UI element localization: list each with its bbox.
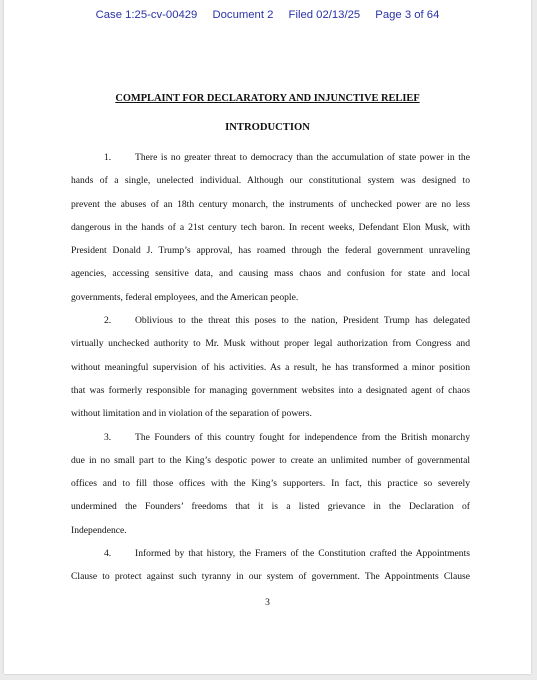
paragraph-line: Clause to protect against such tyranny in our system of government. The Appointments Clause: [71, 571, 470, 583]
paragraph-line-text: Informed by that history, the Framers of the Constitution crafted the Appointments: [135, 548, 470, 560]
paragraph-line: offices and to fill those offices with the King’s supporters. In fact, this practice so severely: [71, 478, 470, 490]
paragraph-number: 3.: [104, 431, 112, 443]
document-number: Document 2: [212, 9, 274, 21]
filed-date: Filed 02/13/25: [288, 9, 361, 21]
complaint-title: COMPLAINT FOR DECLARATORY AND INJUNCTIVE RELIEF: [115, 93, 420, 104]
paragraph-number: 4.: [104, 548, 112, 560]
paragraph-number: 2.: [104, 315, 112, 327]
paragraph-line: [71, 309, 470, 332]
paragraph-line-text: The Founders of this country fought for independence from the British monarchy: [135, 431, 470, 443]
paragraph-line-text: Oblivious to the threat this poses to the nation, President Trump has delegated: [135, 315, 470, 327]
paragraph-line: dangerous in the hands of a 21st century tech baron. In recent weeks, Defendant Elon Musk, with: [71, 221, 470, 233]
paragraph-line: [71, 426, 470, 449]
paragraph-line: without meaningful supervision of his activities. As a result, he has transformed a minor position: [71, 361, 470, 373]
page-count: Page 3 of 64: [375, 9, 440, 21]
paragraph-line: agencies, accessing sensitive data, and causing mass chaos and confusion for state and local: [71, 268, 470, 280]
paragraph-line: President Donald J. Trump’s approval, has roamed through the federal government unraveling: [71, 245, 470, 257]
paragraph-1: [71, 146, 470, 309]
section-heading: INTRODUCTION: [225, 122, 310, 133]
paragraph-line: that was formerly responsible for managing government websites into a designated agent of chaos: [71, 384, 470, 396]
paragraph-line: undermined the Founders’ freedoms that it is a listed grievance in the Declaration of: [71, 501, 470, 513]
complaint-body: [71, 146, 470, 589]
paragraph-3: [71, 426, 470, 542]
paragraph-2: [71, 309, 470, 425]
paragraph-line-text: There is no greater threat to democracy than the accumulation of state power in the: [135, 152, 470, 163]
paragraph-line: Independence.: [71, 524, 127, 536]
paragraph-4: [71, 542, 470, 589]
paragraph-line: prevent the abuses of an 18th century monarch, the instruments of unchecked power are no less: [71, 198, 470, 210]
filing-header: [4, 9, 531, 21]
paragraph-line: governments, federal employees, and the American people.: [71, 291, 299, 303]
paragraph-line: without limitation and in violation of the separation of powers.: [71, 408, 312, 420]
paragraph-line: [71, 146, 470, 169]
document-page: [4, 0, 531, 674]
paragraph-line: [71, 542, 470, 565]
paragraph-number: 1.: [104, 152, 112, 163]
paragraph-line: virtually unchecked authority to Mr. Musk without proper legal authorization from Congress and: [71, 338, 470, 350]
case-number: Case 1:25-cv-00429: [95, 9, 198, 21]
paragraph-line: due in no small part to the King’s despotic power to create an unlimited number of governmental: [71, 454, 470, 466]
page-number: 3: [265, 598, 270, 608]
paragraph-line: hands of a single, unelected individual. Although our constitutional system was designed to: [71, 175, 470, 187]
